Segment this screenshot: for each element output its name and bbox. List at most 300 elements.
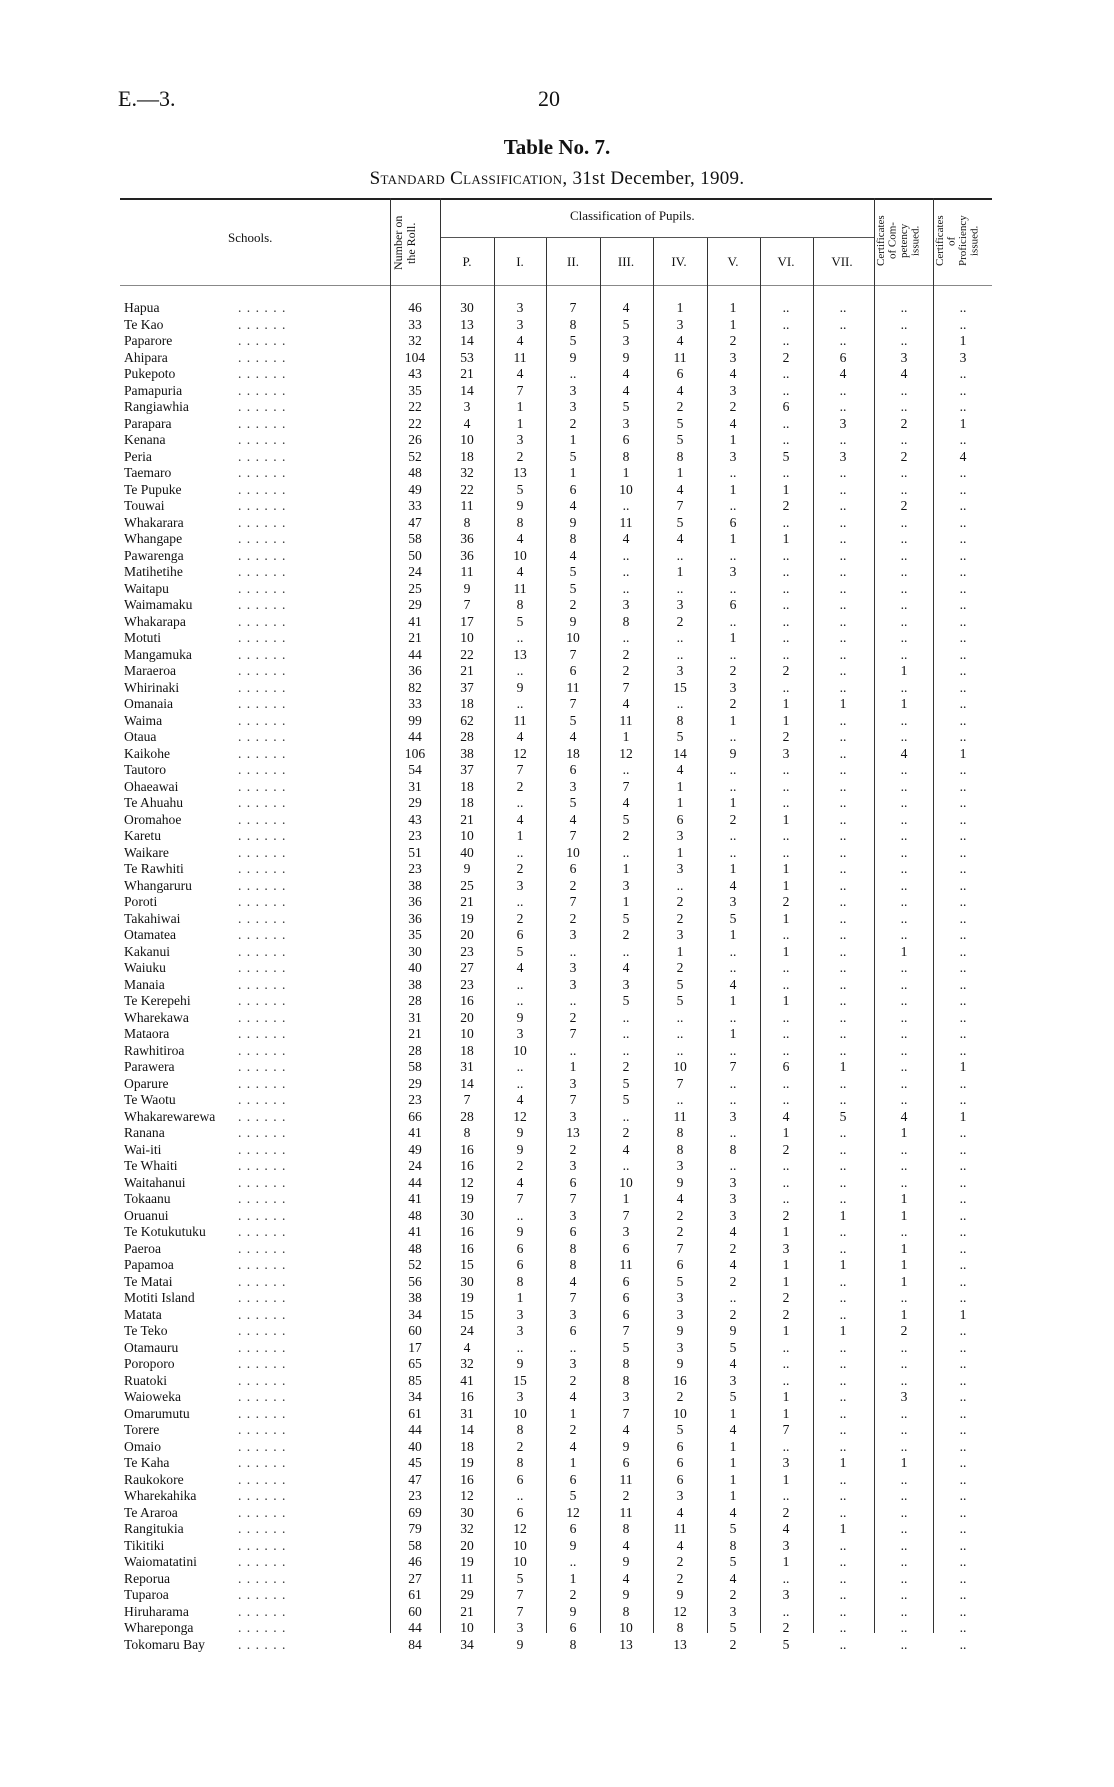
table-row — [0, 1059, 1114, 1076]
table-cell: 3 — [516, 1323, 524, 1338]
table-cell: 2 — [622, 1125, 630, 1140]
table-cell: 60 — [408, 1323, 422, 1338]
table-cell: .. — [839, 1537, 847, 1553]
table-cell: 1 — [782, 1273, 790, 1289]
table-row — [0, 795, 1114, 812]
table-cell: .. — [516, 795, 524, 810]
school-name: Tikitiki — [124, 1537, 165, 1553]
table-cell: 1 — [782, 943, 790, 959]
table-cell: .. — [676, 1009, 684, 1025]
school-name: Omanaia — [124, 696, 174, 711]
table-cell: 6 — [676, 811, 684, 827]
table-cell: 22 — [460, 481, 474, 497]
table-subtitle — [0, 168, 1114, 190]
table-cell: .. — [839, 745, 847, 761]
leader-dots: . . . . . . — [238, 1174, 287, 1190]
leader-dots: . . . . . . — [238, 333, 287, 348]
table-cell: 7 — [569, 696, 577, 711]
table-cell: .. — [900, 861, 908, 876]
table-cell: .. — [782, 1042, 790, 1058]
table-cell: 3 — [729, 1108, 737, 1124]
table-cell: .. — [900, 1620, 908, 1635]
table-cell: 7 — [676, 498, 684, 513]
table-cell: 5 — [676, 432, 684, 447]
table-cell: 3 — [782, 745, 790, 761]
table-cell: 5 — [729, 1389, 737, 1404]
table-cell: 2 — [676, 1554, 684, 1569]
table-title: Table No. 7. — [503, 135, 611, 159]
table-cell: 3 — [729, 1207, 737, 1223]
table-row — [0, 498, 1114, 515]
table-cell: 23 — [408, 1092, 422, 1107]
table-cell: 44 — [408, 1422, 422, 1437]
table-cell: .. — [900, 1372, 908, 1388]
table-row — [0, 911, 1114, 928]
table-cell: 7 — [569, 1092, 577, 1107]
table-cell: .. — [839, 1570, 847, 1586]
leader-dots: . . . . . . — [238, 366, 287, 381]
school-name: Raukokore — [124, 1471, 184, 1487]
table-cell: 4 — [516, 333, 524, 348]
table-cell: 1 — [782, 861, 790, 876]
table-cell: 2 — [676, 1570, 684, 1586]
table-cell: 17 — [460, 613, 474, 629]
table-cell: .. — [959, 828, 967, 843]
table-cell: 1 — [729, 1405, 737, 1421]
table-cell: 1 — [782, 481, 790, 497]
table-cell: 3 — [622, 1389, 630, 1404]
school-name: Ranana — [124, 1125, 165, 1140]
table-cell: .. — [729, 762, 737, 777]
table-row — [0, 696, 1114, 713]
table-cell: .. — [782, 1438, 790, 1454]
table-cell: 25 — [460, 877, 474, 893]
table-cell: .. — [516, 993, 524, 1008]
leader-dots: . . . . . . — [238, 1537, 287, 1553]
table-cell: 3 — [622, 877, 630, 893]
table-cell: 1 — [782, 877, 790, 893]
table-cell: .. — [900, 580, 908, 596]
table-cell: 4 — [900, 1108, 908, 1124]
table-cell: 1 — [900, 1240, 908, 1256]
table-cell: 11 — [673, 1521, 687, 1536]
table-cell: 18 — [460, 795, 474, 810]
table-cell: .. — [959, 1620, 967, 1635]
table-cell: 9 — [622, 1587, 630, 1602]
school-name: Te Whaiti — [124, 1158, 178, 1173]
table-cell: 3 — [516, 300, 524, 315]
table-cell: .. — [900, 1026, 908, 1041]
table-row — [0, 1043, 1114, 1060]
table-cell: .. — [839, 927, 847, 942]
table-cell: .. — [729, 498, 737, 513]
table-cell: 3 — [676, 597, 684, 612]
table-cell: .. — [782, 333, 790, 348]
leader-dots: . . . . . . — [238, 795, 287, 810]
table-cell: .. — [900, 1438, 908, 1454]
table-cell: 10 — [619, 1174, 633, 1190]
table-cell: 56 — [408, 1273, 422, 1289]
roll-header: Number on the Roll. — [391, 215, 418, 271]
table-cell: 48 — [408, 465, 422, 480]
table-cell: 7 — [782, 1422, 790, 1437]
school-name: Te Araroa — [124, 1504, 178, 1520]
table-cell: 6 — [569, 663, 577, 678]
leader-dots: . . . . . . — [238, 696, 287, 711]
leader-dots: . . . . . . — [238, 564, 287, 579]
leader-dots: . . . . . . — [238, 1306, 287, 1322]
table-cell: 1 — [676, 844, 684, 860]
table-cell: .. — [959, 993, 967, 1008]
table-cell: 40 — [408, 1438, 422, 1454]
table-cell: .. — [900, 1636, 908, 1652]
table-cell: 36 — [460, 531, 474, 546]
table-cell: 2 — [782, 349, 790, 365]
table-row — [0, 1224, 1114, 1241]
school-name: Te Rawhiti — [124, 861, 184, 876]
table-cell: 54 — [408, 762, 422, 777]
table-cell: 21 — [460, 811, 474, 827]
leader-dots: . . . . . . — [238, 448, 287, 464]
table-cell: .. — [676, 1026, 684, 1041]
table-cell: 5 — [676, 514, 684, 530]
table-cell: 5 — [622, 1339, 630, 1355]
leader-dots: . . . . . . — [238, 762, 287, 777]
table-cell: 1 — [782, 1405, 790, 1421]
table-cell: .. — [839, 1356, 847, 1371]
table-cell: 2 — [782, 663, 790, 678]
table-cell: 8 — [729, 1537, 737, 1553]
table-cell: 2 — [729, 1636, 737, 1652]
table-cell: .. — [959, 630, 967, 645]
table-cell: 4 — [516, 531, 524, 546]
table-cell: 58 — [408, 1537, 422, 1553]
table-cell: 6 — [676, 366, 684, 381]
table-cell: .. — [516, 1075, 524, 1091]
table-cell: 3 — [569, 1356, 577, 1371]
table-cell: .. — [569, 1554, 577, 1569]
table-cell: 4 — [569, 1273, 577, 1289]
table-cell: .. — [839, 333, 847, 348]
table-cell: 37 — [460, 762, 474, 777]
classification-header: Classification of Pupils. — [570, 208, 695, 223]
table-row — [0, 1389, 1114, 1406]
table-cell: .. — [959, 844, 967, 860]
table-cell: 19 — [460, 1290, 474, 1305]
table-cell: .. — [900, 1603, 908, 1619]
school-name: Pawarenga — [124, 547, 184, 563]
table-cell: 11 — [619, 1471, 633, 1487]
school-name: Tuparoa — [124, 1587, 169, 1602]
table-cell: .. — [839, 514, 847, 530]
table-cell: 11 — [460, 498, 474, 513]
table-cell: 14 — [460, 382, 474, 398]
table-cell: .. — [839, 1504, 847, 1520]
table-cell: .. — [839, 1224, 847, 1239]
table-cell: .. — [782, 1075, 790, 1091]
table-cell: 10 — [460, 828, 474, 843]
table-cell: 1 — [676, 564, 684, 579]
table-cell: 1 — [729, 795, 737, 810]
leader-dots: . . . . . . — [238, 993, 287, 1008]
table-cell: 3 — [516, 877, 524, 893]
table-row — [0, 713, 1114, 730]
table-cell: 8 — [622, 1372, 630, 1388]
table-cell: 3 — [676, 1339, 684, 1355]
leader-dots: . . . . . . — [238, 894, 287, 909]
table-cell: 11 — [513, 580, 527, 596]
table-cell: 65 — [408, 1356, 422, 1371]
table-cell: 7 — [516, 382, 524, 398]
table-cell: 23 — [460, 943, 474, 959]
table-cell: 2 — [516, 448, 524, 464]
leader-dots: . . . . . . — [238, 1554, 287, 1569]
table-cell: 4 — [729, 877, 737, 893]
table-cell: .. — [676, 877, 684, 893]
table-cell: .. — [782, 432, 790, 447]
table-cell: 4 — [676, 531, 684, 546]
school-name: Whakarara — [124, 514, 184, 530]
table-cell: .. — [900, 300, 908, 315]
table-cell: 5 — [569, 448, 577, 464]
class-header-p: P. — [462, 254, 472, 269]
table-cell: 5 — [622, 910, 630, 926]
table-cell: 5 — [622, 993, 630, 1008]
table-cell: 4 — [463, 1339, 471, 1355]
table-cell: .. — [900, 1471, 908, 1487]
school-name: Oruanui — [124, 1207, 169, 1223]
table-cell: .. — [839, 1026, 847, 1041]
table-cell: 3 — [676, 1488, 684, 1503]
table-cell: 1 — [516, 1290, 524, 1305]
table-cell: .. — [839, 399, 847, 414]
table-cell: 2 — [676, 1389, 684, 1404]
table-cell: 2 — [569, 1587, 577, 1602]
table-cell: .. — [839, 1339, 847, 1355]
table-cell: 6 — [622, 432, 630, 447]
table-cell: .. — [900, 597, 908, 612]
table-cell: 2 — [729, 663, 737, 678]
table-cell: 4 — [516, 564, 524, 579]
table-cell: 3 — [516, 316, 524, 332]
table-cell: 5 — [676, 976, 684, 992]
table-cell: 29 — [460, 1587, 474, 1602]
table-cell: .. — [900, 778, 908, 794]
table-cell: .. — [900, 1158, 908, 1173]
table-cell: 5 — [516, 1570, 524, 1586]
class-header-vii: VII. — [831, 254, 853, 269]
table-row — [0, 1340, 1114, 1357]
school-name: Matihetihe — [124, 564, 183, 579]
table-cell: .. — [959, 1389, 967, 1404]
table-cell: .. — [782, 1026, 790, 1041]
table-cell: .. — [959, 877, 967, 893]
table-cell: 21 — [408, 1026, 422, 1041]
table-cell: 11 — [619, 514, 633, 530]
table-cell: 2 — [622, 646, 630, 662]
table-cell: 5 — [676, 1273, 684, 1289]
table-cell: 24 — [408, 1158, 422, 1173]
leader-dots: . . . . . . — [238, 1042, 287, 1058]
table-cell: .. — [622, 1108, 630, 1124]
table-cell: .. — [959, 1554, 967, 1569]
table-cell: 6 — [622, 1240, 630, 1256]
table-cell: 1 — [839, 1323, 847, 1338]
school-name: Tokaanu — [124, 1191, 171, 1206]
table-cell: 9 — [516, 1009, 524, 1025]
table-cell: 6 — [622, 1273, 630, 1289]
table-cell: 1 — [729, 300, 737, 315]
table-cell: 8 — [622, 1521, 630, 1536]
table-cell: 1 — [729, 1438, 737, 1454]
table-cell: .. — [782, 960, 790, 975]
table-cell: 38 — [408, 1290, 422, 1305]
table-cell: 9 — [516, 679, 524, 695]
table-cell: 1 — [516, 828, 524, 843]
table-cell: .. — [622, 547, 630, 563]
table-cell: .. — [900, 844, 908, 860]
top-rule — [120, 198, 992, 200]
table-cell: 6 — [569, 1174, 577, 1190]
table-cell: .. — [782, 316, 790, 332]
table-cell: 104 — [404, 349, 426, 365]
school-name: Waiomatatini — [124, 1554, 197, 1569]
table-cell: 4 — [622, 1422, 630, 1437]
table-cell: 16 — [460, 993, 474, 1008]
table-cell: .. — [900, 960, 908, 975]
table-cell: 1 — [782, 1389, 790, 1404]
page-header-left: E.—3. — [118, 86, 176, 111]
table-cell: .. — [782, 1158, 790, 1173]
table-cell: 1 — [729, 316, 737, 332]
table-cell: 12 — [460, 1174, 474, 1190]
table-cell: .. — [516, 630, 524, 645]
table-cell: .. — [839, 580, 847, 596]
table-cell: .. — [839, 795, 847, 810]
table-cell: 5 — [622, 316, 630, 332]
table-cell: 5 — [569, 1488, 577, 1503]
school-name: Ohaeawai — [124, 778, 179, 794]
table-cell: .. — [516, 663, 524, 678]
table-cell: 6 — [569, 1224, 577, 1239]
table-cell: .. — [900, 828, 908, 843]
table-cell: .. — [839, 630, 847, 645]
table-cell: 1 — [729, 927, 737, 942]
table-cell: .. — [839, 382, 847, 398]
table-cell: .. — [782, 547, 790, 563]
table-cell: 4 — [729, 1422, 737, 1437]
table-cell: 2 — [569, 1141, 577, 1157]
table-cell: .. — [839, 1009, 847, 1025]
table-row — [0, 366, 1114, 383]
table-cell: 2 — [729, 811, 737, 827]
table-cell: 32 — [460, 465, 474, 480]
table-row — [0, 581, 1114, 598]
table-cell: 9 — [569, 349, 577, 365]
table-cell: 1 — [900, 1455, 908, 1470]
school-name: Oromahoe — [124, 811, 182, 827]
school-name: Kakanui — [124, 943, 171, 959]
table-row — [0, 960, 1114, 977]
table-cell: 10 — [460, 1620, 474, 1635]
table-cell: .. — [782, 1191, 790, 1206]
table-cell: .. — [959, 679, 967, 695]
table-cell: .. — [900, 712, 908, 728]
table-cell: 4 — [676, 1191, 684, 1206]
table-cell: .. — [782, 564, 790, 579]
table-cell: 1 — [676, 943, 684, 959]
table-cell: 13 — [566, 1125, 580, 1140]
table-cell: 10 — [566, 630, 580, 645]
table-cell: .. — [729, 580, 737, 596]
table-cell: .. — [839, 1125, 847, 1140]
table-cell: 2 — [569, 597, 577, 612]
table-cell: 3 — [622, 597, 630, 612]
table-row — [0, 1406, 1114, 1423]
school-name: Wharekawa — [124, 1009, 189, 1025]
table-cell: .. — [839, 960, 847, 975]
table-cell: .. — [959, 547, 967, 563]
table-cell: 1 — [622, 465, 630, 480]
table-cell: 1 — [782, 1125, 790, 1140]
table-cell: 1 — [729, 630, 737, 645]
table-cell: 9 — [516, 498, 524, 513]
table-cell: .. — [900, 729, 908, 744]
table-row — [0, 1323, 1114, 1340]
table-cell: .. — [782, 630, 790, 645]
table-cell: .. — [729, 1042, 737, 1058]
table-cell: 4 — [676, 382, 684, 398]
table-cell: 1 — [729, 861, 737, 876]
table-cell: 5 — [729, 910, 737, 926]
table-cell: 8 — [516, 1455, 524, 1470]
table-row — [0, 564, 1114, 581]
school-name: Omarumutu — [124, 1405, 190, 1421]
table-row — [0, 1620, 1114, 1637]
leader-dots: . . . . . . — [238, 1075, 287, 1091]
table-cell: 5 — [569, 333, 577, 348]
table-cell: 1 — [782, 1554, 790, 1569]
table-cell: .. — [569, 366, 577, 381]
table-cell: 5 — [516, 481, 524, 497]
table-cell: 2 — [622, 1059, 630, 1074]
table-cell: 52 — [408, 448, 422, 464]
table-cell: .. — [622, 844, 630, 860]
table-row — [0, 1373, 1114, 1390]
table-cell: .. — [959, 465, 967, 480]
table-row — [0, 1422, 1114, 1439]
table-cell: 4 — [516, 960, 524, 975]
table-cell: 1 — [782, 910, 790, 926]
table-cell: .. — [900, 894, 908, 909]
table-cell: 50 — [408, 547, 422, 563]
table-row — [0, 548, 1114, 565]
table-cell: 1 — [622, 861, 630, 876]
table-cell: .. — [959, 1191, 967, 1206]
table-cell: .. — [900, 811, 908, 827]
table-cell: 5 — [676, 729, 684, 744]
table-cell: 3 — [782, 1455, 790, 1470]
table-cell: .. — [959, 1323, 967, 1338]
school-name: Matata — [124, 1306, 162, 1322]
table-cell: 4 — [622, 795, 630, 810]
table-cell: 7 — [516, 1587, 524, 1602]
table-cell: .. — [900, 630, 908, 645]
table-cell: 9 — [569, 514, 577, 530]
table-cell: 3 — [729, 1603, 737, 1619]
table-cell: .. — [729, 943, 737, 959]
table-cell: .. — [782, 580, 790, 596]
